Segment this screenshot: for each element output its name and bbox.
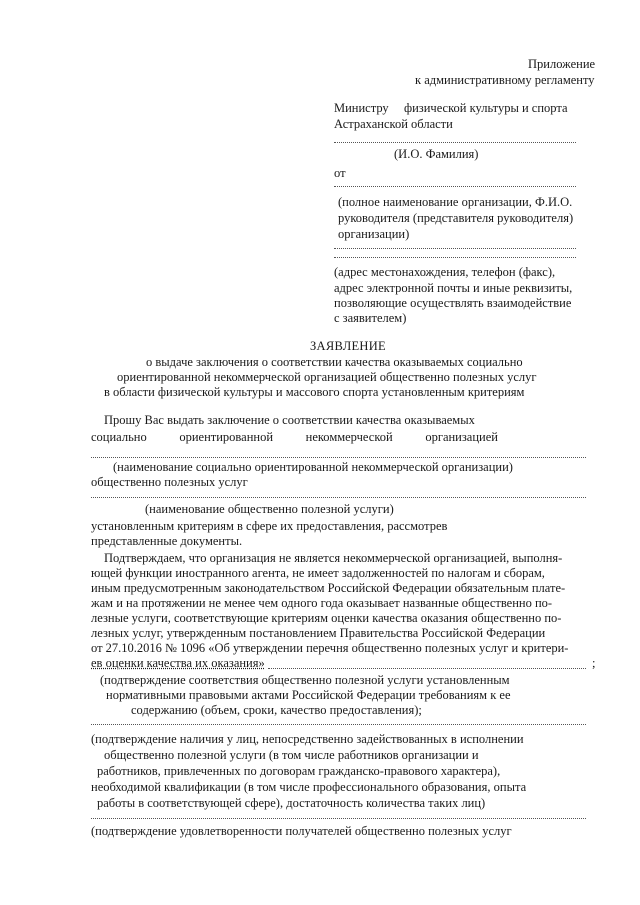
confirm-line-6: лезных услуг, утвержденным постановлением Правительства Российской Федерации bbox=[91, 626, 546, 640]
addressee-ministry: физической культуры и спорта bbox=[404, 101, 568, 115]
satisfaction-hint: (подтверждение удовлетворенности получателей общественно полезных услуг bbox=[91, 824, 512, 838]
staff-hint-3: работников, привлеченных по договорам гражданско-правового характера), bbox=[97, 764, 501, 778]
staff-hint-4: необходимой квалификации (в том числе профессионального образования, опыта bbox=[91, 780, 527, 794]
decree-line-a: от 27.10.2016 № 1096 «Об утверждении перечня общественно полезных услуг и критери- bbox=[91, 641, 569, 655]
service-name-hint: (наименование общественно полезной услуги) bbox=[145, 502, 394, 516]
compliance-hint-2: нормативными правовыми актами Российской Федерации требованиям к ее bbox=[106, 688, 511, 702]
staff-hint-5: работы в соответствующей сфере), достаточность количества таких лиц) bbox=[97, 796, 486, 810]
address-hint-4: с заявителем) bbox=[334, 311, 407, 325]
addressee-minister: Министру bbox=[334, 101, 389, 115]
org-name-line bbox=[91, 457, 586, 458]
confirm-line-1: Подтверждаем, что организация не является некоммерческой организацией, выполня- bbox=[104, 551, 563, 565]
request-word-4: организацией bbox=[425, 430, 498, 444]
decree-end: ; bbox=[592, 656, 596, 670]
addressee-name-line bbox=[334, 142, 576, 143]
statement-subtitle-1: о выдаче заключения о соответствии качества оказываемых социально bbox=[146, 355, 523, 369]
statement-subtitle-3: в области физической культуры и массового спорта установленным критериям bbox=[104, 385, 525, 399]
request-word-2: ориентированной bbox=[179, 430, 274, 444]
satisfaction-line bbox=[91, 818, 586, 819]
staff-hint-1: (подтверждение наличия у лиц, непосредственно задействованных в исполнении bbox=[91, 732, 524, 746]
address-line-1 bbox=[334, 248, 576, 249]
applicant-line bbox=[334, 186, 576, 187]
request-word-1: социально bbox=[91, 430, 147, 444]
compliance-hint-1: (подтверждение соответствия общественно полезной услуги установленным bbox=[100, 673, 510, 687]
appendix-subtitle: к административному регламенту bbox=[415, 73, 595, 87]
confirm-line-2: ющей функции иностранного агента, не имеет задолженностей по налогам и сборам, bbox=[91, 566, 545, 580]
staff-hint-2: общественно полезной услуги (в том числе работников организации и bbox=[104, 748, 479, 762]
request-line-2 bbox=[91, 430, 498, 444]
org-name-hint: (наименование социально ориентированной некоммерческой организации) bbox=[113, 460, 513, 474]
criteria-line-2: представленные документы. bbox=[91, 534, 243, 548]
applicant-hint-1: (полное наименование организации, Ф.И.О. bbox=[338, 195, 573, 209]
statement-subtitle-2: ориентированной некоммерческой организацией общественно полезных услуг bbox=[117, 370, 537, 384]
compliance-line bbox=[268, 668, 586, 669]
address-hint-3: позволяющие осуществлять взаимодействие bbox=[334, 296, 572, 310]
criteria-line-1: установленным критериям в сфере их предоставления, рассмотрев bbox=[91, 519, 448, 533]
address-hint-2: адрес электронной почты и иные реквизиты, bbox=[334, 281, 573, 295]
staff-line bbox=[91, 724, 586, 725]
confirm-line-5: лезные услуги, соответствующие критериям оценки качества оказания общественно по- bbox=[91, 611, 562, 625]
request-word-3: некоммерческой bbox=[305, 430, 393, 444]
appendix-title: Приложение bbox=[528, 57, 596, 71]
from-label: от bbox=[334, 166, 346, 180]
applicant-hint-3: организации) bbox=[338, 227, 410, 241]
address-hint-1: (адрес местонахождения, телефон (факс), bbox=[334, 265, 556, 279]
decree-line-b: ев оценки качества их оказания» bbox=[91, 656, 265, 670]
confirm-line-4: жам и на протяжении не менее чем одного года оказывает названные общественно по- bbox=[91, 596, 553, 610]
applicant-hint-2: руководителя (представителя руководителя) bbox=[338, 211, 574, 225]
address-line-2 bbox=[334, 257, 576, 258]
services-label: общественно полезных услуг bbox=[91, 475, 248, 489]
compliance-hint-3: содержанию (объем, сроки, качество предоставления); bbox=[131, 703, 422, 717]
confirm-line-3: иным предусмотренным законодательством Российской Федерации обязательным плате- bbox=[91, 581, 566, 595]
addressee-name-hint: (И.О. Фамилия) bbox=[394, 147, 479, 161]
request-line-1: Прошу Вас выдать заключение о соответствии качества оказываемых bbox=[104, 413, 475, 427]
addressee-region: Астраханской области bbox=[334, 117, 453, 131]
service-name-line bbox=[91, 497, 586, 498]
statement-title: ЗАЯВЛЕНИЕ bbox=[310, 339, 386, 353]
